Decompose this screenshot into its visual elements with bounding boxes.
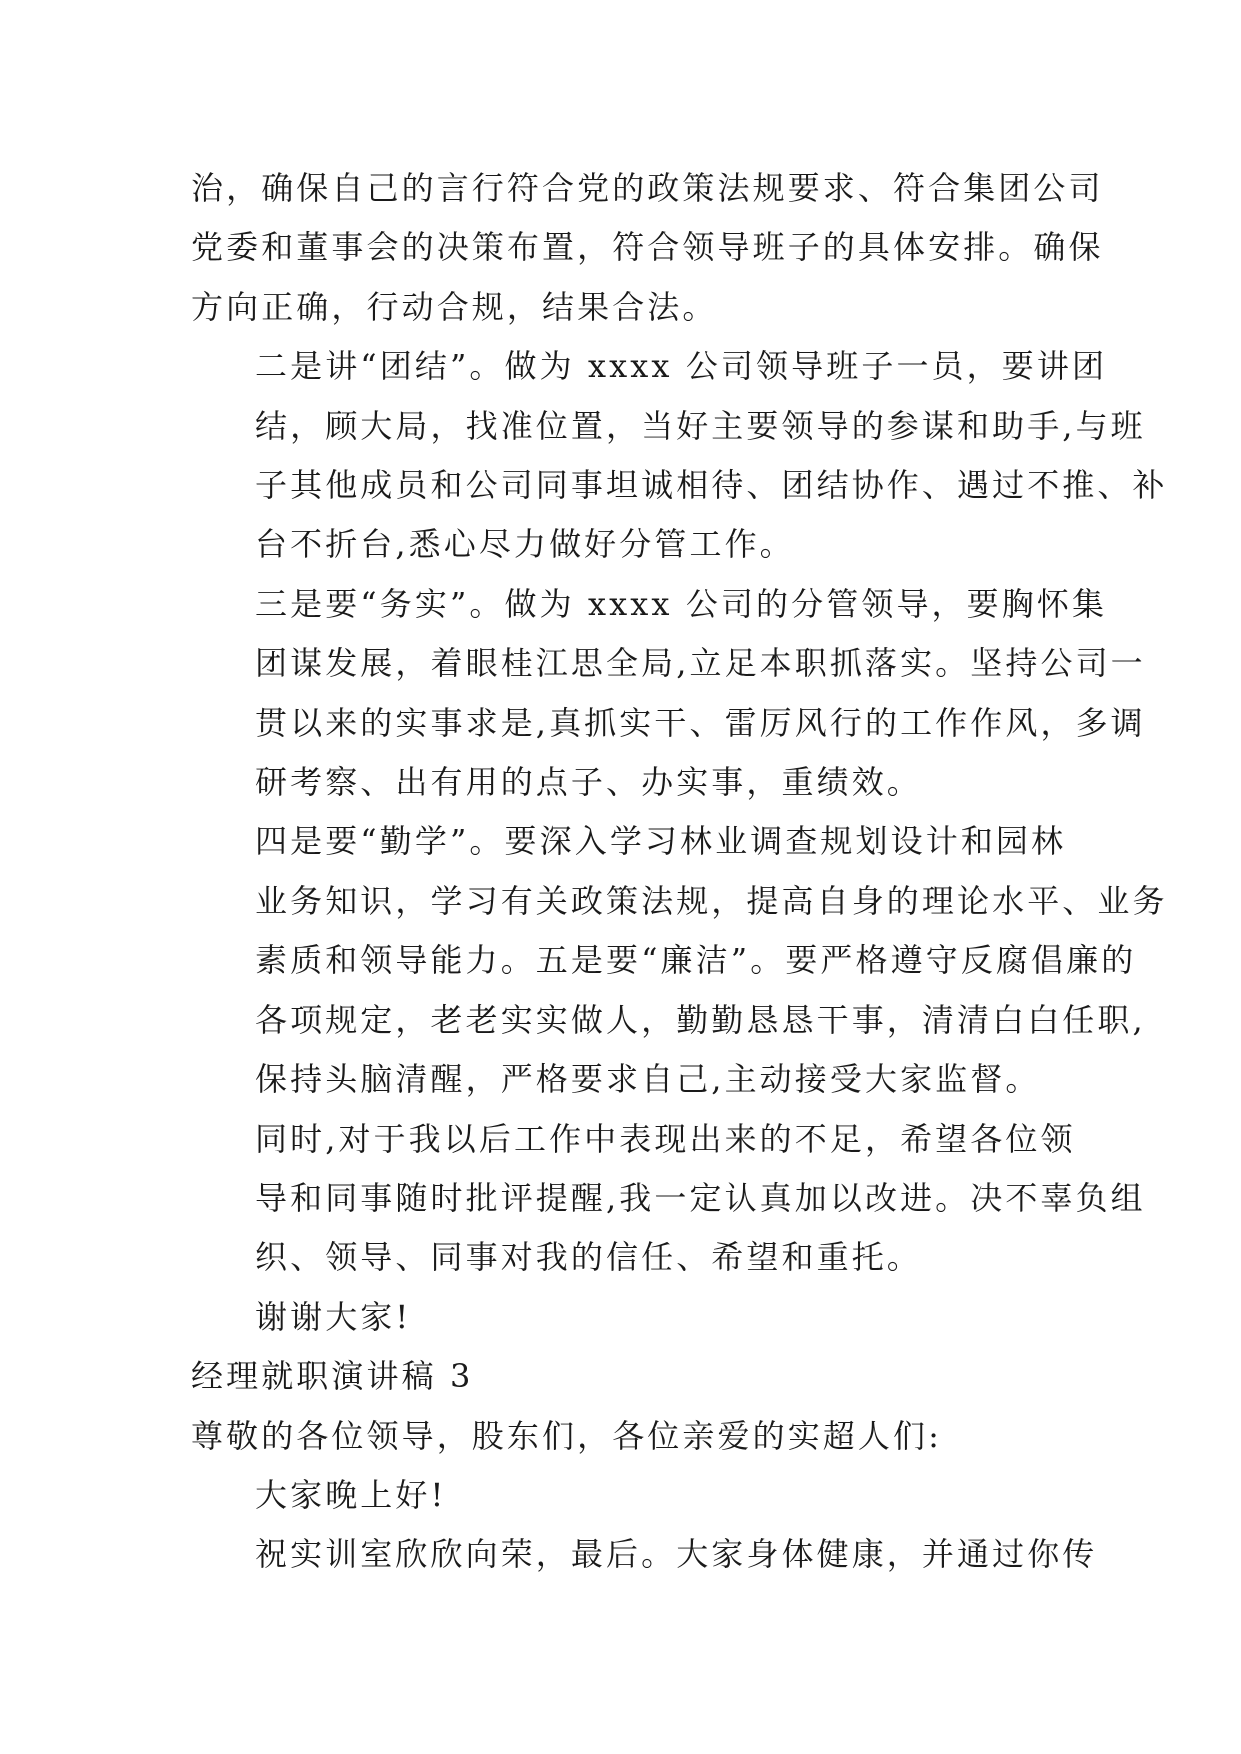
paragraph-greeting — [191, 1466, 1051, 1525]
text-line: 素质和领导能力。五是要“廉洁”。要严格遵守反腐倡廉的 — [255, 941, 1137, 980]
text-line: 尊敬的各位领导，股东们，各位亲爱的实超人们: — [191, 1416, 942, 1455]
paragraph-compliance-continuation — [191, 159, 1104, 337]
paragraph-unity — [191, 337, 1168, 575]
text-line: 四是要“勤学”。要深入学习林业调查规划设计和园林 — [255, 822, 1067, 861]
text-line: 业务知识，学习有关政策法规，提高自身的理论水平、业务 — [255, 881, 1168, 920]
text-line: 各项规定，老老实实做人，勤勤恳恳干事，清清白白任职, — [255, 1000, 1146, 1039]
text-line: 治，确保自己的言行符合党的政策法规要求、符合集团公司 — [191, 169, 1104, 207]
text-line: 台不折台,悉心尽力做好分管工作。 — [255, 525, 795, 564]
text-line: 党委和董事会的决策布置，符合领导班子的具体安排。确保 — [191, 228, 1104, 267]
text-line: 方向正确，行动合规，结果合法。 — [191, 287, 718, 326]
text-line: 子其他成员和公司同事坦诚相待、团结协作、遇过不推、补 — [255, 466, 1168, 505]
paragraph-request-feedback — [191, 1110, 1146, 1288]
text-line: 二是讲“团结”。做为 xxxx 公司领导班子一员，要讲团 — [255, 347, 1108, 386]
salutation — [191, 1407, 1051, 1466]
section-heading — [191, 1347, 1051, 1406]
text-line: 同时,对于我以后工作中表现出来的不足，希望各位领 — [255, 1119, 1076, 1158]
text-line: 结，顾大局，找准位置，当好主要领导的参谋和助手,与班 — [255, 406, 1146, 445]
heading-text: 经理就职演讲稿 3 — [191, 1357, 474, 1396]
text-line: 保持头脑清醒，严格要求自己,主动接受大家监督。 — [255, 1060, 1041, 1099]
text-line: 织、领导、同事对我的信任、希望和重托。 — [255, 1238, 922, 1277]
text-line: 贯以来的实事求是,真抓实干、雷厉风行的工作作风，多调 — [255, 703, 1146, 742]
text-line: 大家晚上好! — [255, 1475, 447, 1514]
paragraph-thanks — [191, 1288, 1051, 1347]
text-line: 祝实训室欣欣向荣，最后。大家身体健康，并通过你传 — [255, 1535, 1098, 1574]
document-body — [191, 159, 1168, 1585]
text-line: 三是要“务实”。做为 xxxx 公司的分管领导，要胸怀集 — [255, 584, 1108, 623]
text-line: 团谋发展，着眼桂江思全局,立足本职抓落实。坚持公司一 — [255, 644, 1146, 683]
text-line: 研考察、出有用的点子、办实事，重绩效。 — [255, 763, 922, 802]
paragraph-diligent-study — [191, 812, 1168, 1109]
text-line: 导和同事随时批评提醒,我一定认真加以改进。决不辜负组 — [255, 1178, 1146, 1217]
paragraph-wishes — [191, 1525, 1098, 1584]
text-line: 谢谢大家! — [255, 1297, 412, 1336]
paragraph-pragmatism — [191, 575, 1146, 813]
